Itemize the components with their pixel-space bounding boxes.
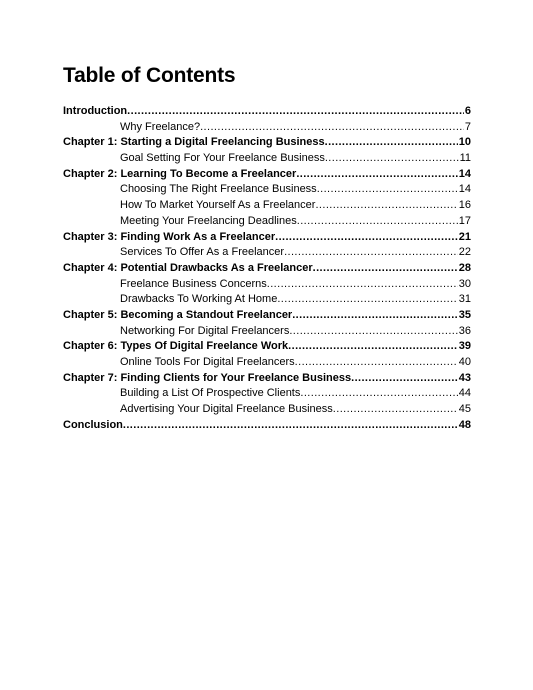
toc-entry-chapter	[63, 104, 471, 120]
toc-entry-section	[63, 402, 471, 418]
toc-entry-section	[63, 120, 471, 136]
toc-entry-page-number: 14	[458, 183, 471, 196]
toc-entry-title: Chapter 1: Starting a Digital Freelancing Business	[63, 136, 325, 149]
toc-entry-title: Chapter 3: Finding Work As a Freelancer	[63, 230, 276, 243]
toc-entry-page-number: 22	[458, 246, 471, 259]
dot-leader	[325, 151, 459, 167]
toc-entry-title: Freelance Business Concerns	[120, 277, 267, 290]
dot-leader	[275, 230, 458, 246]
dot-leader	[288, 339, 458, 355]
dot-leader	[295, 355, 458, 371]
toc-entry-title: Online Tools For Digital Freelancers	[120, 356, 295, 368]
toc-entry-title: Why Freelance?	[120, 120, 201, 133]
dot-leader	[277, 292, 457, 308]
toc-entry-chapter	[63, 230, 471, 246]
toc-entry-title: Networking For Digital Freelancers	[120, 324, 290, 337]
dot-leader	[313, 261, 458, 277]
toc-entry-page-number: 45	[458, 403, 471, 416]
toc-entry-page-number: 39	[458, 340, 471, 353]
toc-entry-page-number: 36	[458, 324, 471, 337]
toc-entry-page-number: 40	[458, 356, 471, 368]
toc-entry-title: Chapter 5: Becoming a Standout Freelancer	[63, 308, 293, 321]
toc-entry-page-number: 30	[458, 277, 471, 290]
toc-entry-section	[63, 182, 471, 198]
dot-leader	[325, 135, 458, 151]
toc-entry-page-number: 10	[458, 136, 471, 149]
toc-entry-page-number: 16	[458, 199, 471, 212]
toc-entry-page-number: 43	[458, 371, 471, 384]
toc-entry-title: How To Market Yourself As a Freelancer	[120, 199, 316, 212]
toc-entry-title: Advertising Your Digital Freelance Business	[120, 403, 333, 416]
toc-entry-section	[63, 214, 471, 230]
toc-entry-section	[63, 245, 471, 261]
toc-entry-title: Conclusion	[63, 418, 123, 431]
dot-leader	[351, 371, 458, 387]
dot-leader	[300, 386, 457, 402]
toc-entry-title: Chapter 2: Learning To Become a Freelancer	[63, 167, 297, 180]
toc-entry-section	[63, 277, 471, 293]
page-title: Table of Contents	[63, 64, 236, 87]
toc-entry-title: Building a List Of Prospective Clients	[120, 387, 301, 400]
toc-entry-chapter	[63, 308, 471, 324]
dot-leader	[292, 308, 458, 324]
toc-entry-section	[63, 324, 471, 340]
toc-entry-title: Services To Offer As a Freelancer	[120, 246, 285, 259]
toc-entry-chapter	[63, 167, 471, 183]
toc-list	[63, 104, 471, 433]
toc-entry-section	[63, 355, 471, 371]
toc-entry-chapter	[63, 418, 471, 434]
toc-entry-section	[63, 292, 471, 308]
dot-leader	[127, 104, 464, 120]
toc-entry-section	[63, 198, 471, 214]
dot-leader	[289, 324, 457, 340]
dot-leader	[297, 214, 458, 230]
toc-entry-title: Chapter 7: Finding Clients for Your Freelance Business	[63, 371, 352, 384]
toc-entry-page-number: 21	[458, 230, 471, 243]
toc-entry-page-number: 48	[458, 418, 471, 431]
toc-entry-title: Chapter 4: Potential Drawbacks As a Freelancer	[63, 261, 313, 274]
dot-leader	[333, 402, 458, 418]
dot-leader	[200, 120, 464, 136]
toc-entry-section	[63, 386, 471, 402]
toc-entry-section	[63, 151, 471, 167]
toc-entry-title: Goal Setting For Your Freelance Business	[120, 152, 325, 165]
toc-entry-page-number: 11	[459, 152, 471, 165]
dot-leader	[123, 418, 458, 434]
toc-entry-page-number: 17	[458, 214, 471, 227]
dot-leader	[317, 182, 458, 198]
toc-entry-chapter	[63, 261, 471, 277]
toc-entry-page-number: 35	[458, 308, 471, 321]
toc-entry-page-number: 44	[458, 387, 471, 400]
toc-entry-page-number: 6	[464, 105, 471, 117]
toc-entry-chapter	[63, 339, 471, 355]
toc-entry-title: Introduction	[63, 105, 128, 117]
toc-entry-page-number: 28	[458, 261, 471, 274]
toc-entry-page-number: 14	[458, 167, 471, 180]
toc-entry-title: Chapter 6: Types Of Digital Freelance Work	[63, 340, 289, 353]
toc-entry-title: Drawbacks To Working At Home	[120, 293, 278, 306]
toc-entry-title: Meeting Your Freelancing Deadlines	[120, 214, 297, 227]
dot-leader	[284, 245, 458, 261]
toc-entry-page-number: 7	[464, 120, 471, 133]
toc-entry-page-number: 31	[458, 293, 471, 306]
toc-entry-title: Choosing The Right Freelance Business	[120, 183, 317, 196]
dot-leader	[296, 167, 457, 183]
dot-leader	[315, 198, 457, 214]
toc-entry-chapter	[63, 135, 471, 151]
dot-leader	[267, 277, 458, 293]
toc-entry-chapter	[63, 371, 471, 387]
